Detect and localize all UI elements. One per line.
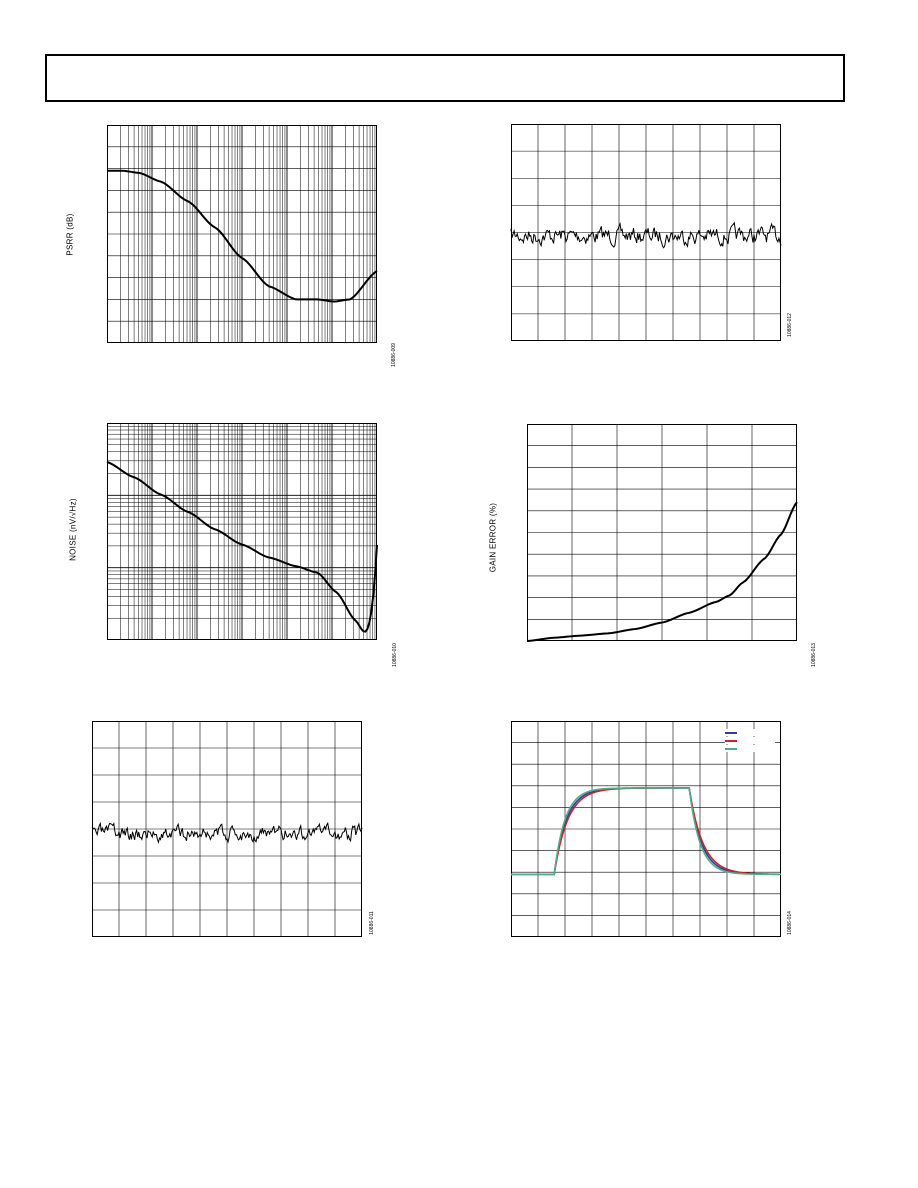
noise-density-chart: [107, 423, 377, 640]
psrr-figure-id: 10886-009: [390, 343, 397, 367]
noise-density-figure-id: 10886-010: [391, 643, 398, 667]
noise-time-2-chart: [92, 721, 362, 937]
page-header-frame: [45, 54, 845, 102]
noise-time-1-chart: [511, 124, 781, 341]
noise-time-2-figure-id: 10886-011: [368, 911, 375, 935]
noise-time-1-figure-id: 10886-012: [786, 313, 793, 337]
gain-error-figure-id: 10886-013: [810, 643, 817, 667]
psrr-chart: [107, 125, 377, 343]
gain-error-y-axis-label: GAIN ERROR (%): [488, 502, 498, 573]
step-response-chart: [511, 721, 781, 937]
gain-error-chart: [527, 424, 797, 641]
noise-density-y-axis-label: NOISE (nV/√Hz): [68, 498, 78, 561]
psrr-y-axis-label: PSRR (dB): [65, 213, 75, 256]
step-response-figure-id: 10886-014: [786, 911, 793, 935]
